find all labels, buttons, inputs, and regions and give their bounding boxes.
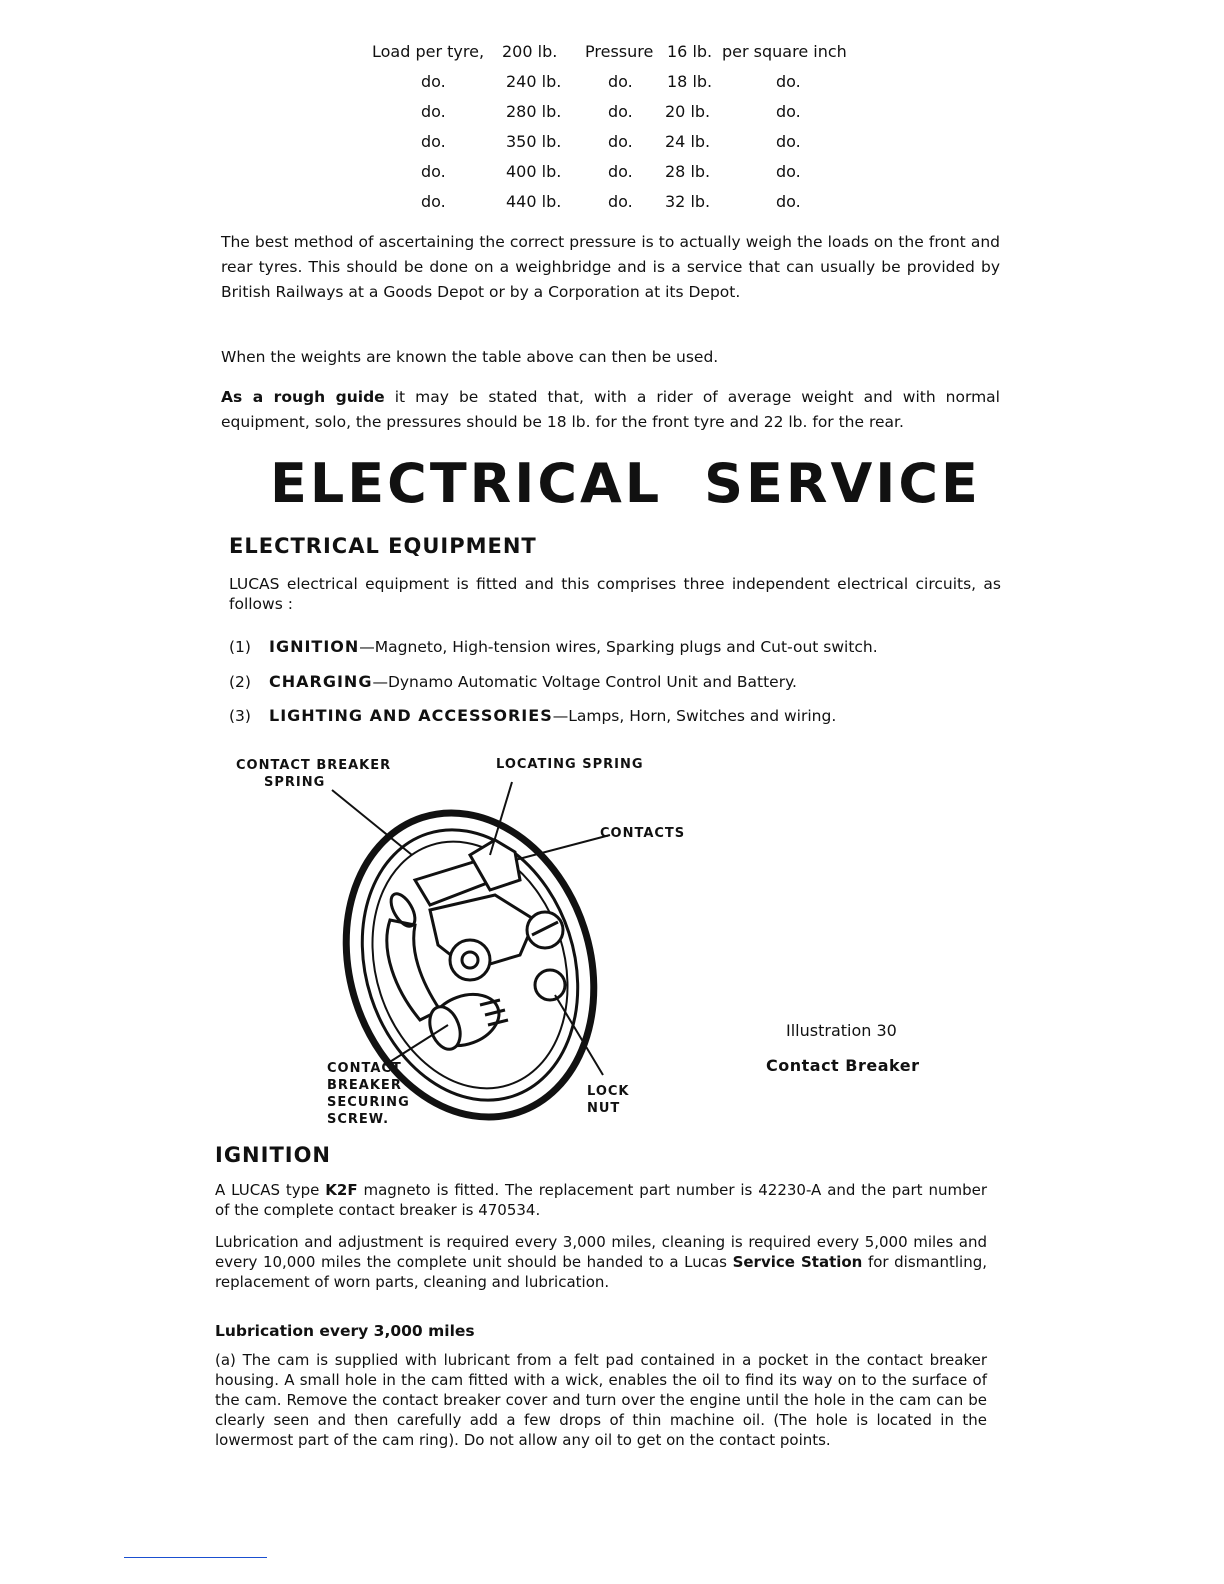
- label-line: CONTACT: [327, 1061, 402, 1076]
- rough-guide-lead: As a rough guide: [221, 388, 385, 406]
- header-unit: per square inch: [722, 42, 847, 61]
- ignition-text: Lubrication and adjustment is required every 3,000 miles, cleaning is required every 5,000 miles and every 10,000 miles the complete unit should be handed to a Lucas: [215, 1233, 987, 1271]
- cell-pressure: 18 lb.: [667, 72, 713, 91]
- header-load: Load per tyre,: [372, 42, 485, 61]
- label-line: NUT: [587, 1101, 621, 1116]
- illustration-caption: Contact Breaker: [766, 1056, 920, 1075]
- cell-do: do.: [608, 132, 633, 151]
- rough-guide-paragraph: [221, 385, 1000, 435]
- cell-do: do.: [776, 132, 801, 151]
- label-line: SPRING: [264, 775, 326, 790]
- cell-load: 240 lb.: [506, 72, 562, 91]
- cell-load: 280 lb.: [506, 102, 562, 121]
- lubrication-paragraph: (a) The cam is supplied with lubricant from a felt pad contained in a pocket in the contact breaker housing. A small hole in the cam fitted with a wick, enables the oil to find its way on to the surface of the cam. Remove the contact breaker cover and turn over the engine until the hole in the cam can be clearly seen and then carefully add a few drops of thin machine oil. (The hole is located in the lowermost part of the cam ring). Do not allow any oil to get on the contact points.: [215, 1351, 987, 1449]
- cell-do: do.: [421, 72, 446, 91]
- cell-do: do.: [608, 102, 633, 121]
- magneto-model: K2F: [325, 1181, 358, 1199]
- cell-do: do.: [776, 102, 801, 121]
- weighing-method-paragraph: The best method of ascertaining the correct pressure is to actually weigh the loads on the front and rear tyres. This should be done on a weighbridge and is a service that can usually be provided by British Railways at a Goods Depot or by a Corporation at its Depot.: [221, 233, 1000, 301]
- title-word-electrical: ELECTRICAL: [270, 452, 663, 515]
- label-line: CONTACT BREAKER: [236, 758, 392, 773]
- tyre-table-header: [0, 42, 1224, 64]
- circuit-keyword: LIGHTING AND ACCESSORIES: [269, 706, 553, 725]
- electrical-equipment-heading: ELECTRICAL EQUIPMENT: [229, 534, 537, 558]
- cell-pressure: 20 lb.: [665, 102, 711, 121]
- label-contact-breaker-spring: [236, 757, 391, 791]
- page-title: [270, 452, 981, 515]
- table-row: [0, 72, 1224, 94]
- service-station-text: Service Station: [732, 1253, 863, 1271]
- ignition-heading: IGNITION: [215, 1143, 332, 1167]
- label-line: LOCK: [587, 1084, 630, 1099]
- circuit-number: (1): [229, 638, 251, 656]
- circuit-number: (2): [229, 673, 251, 691]
- cell-do: do.: [776, 192, 801, 211]
- cell-load: 400 lb.: [506, 162, 562, 181]
- circuit-lighting: [229, 706, 836, 725]
- cell-do: do.: [608, 192, 633, 211]
- table-row: [0, 162, 1224, 184]
- ignition-text: magneto is fitted. The replacement part number is 42230-A and the part number of the complete contact breaker is 470534.: [215, 1181, 987, 1219]
- label-contacts: CONTACTS: [600, 826, 686, 841]
- footer-rule: [124, 1557, 267, 1558]
- header-weight: 200 lb.: [502, 42, 558, 61]
- circuit-description: —Lamps, Horn, Switches and wiring.: [552, 707, 837, 725]
- ignition-service-paragraph: [215, 1232, 987, 1292]
- lubrication-subheading: Lubrication every 3,000 miles: [215, 1322, 475, 1340]
- cell-pressure: 32 lb.: [665, 192, 711, 211]
- label-locating-spring: LOCATING SPRING: [496, 757, 644, 772]
- cell-do: do.: [776, 72, 801, 91]
- cell-pressure: 24 lb.: [665, 132, 711, 151]
- circuit-keyword: CHARGING: [269, 672, 373, 691]
- ignition-magneto-paragraph: [215, 1180, 987, 1220]
- circuit-charging: [229, 672, 797, 691]
- circuit-keyword: IGNITION: [269, 637, 360, 656]
- header-psi: 16 lb.: [667, 42, 713, 61]
- label-lock-nut: [587, 1083, 630, 1117]
- cell-do: do.: [421, 162, 446, 181]
- cell-do: do.: [421, 192, 446, 211]
- tyre-pressure-table: [0, 42, 1224, 217]
- cell-load: 350 lb.: [506, 132, 562, 151]
- cell-load: 440 lb.: [506, 192, 562, 211]
- cell-do: do.: [421, 132, 446, 151]
- equipment-intro-paragraph: LUCAS electrical equipment is fitted and this comprises three independent electrical circuits, as follows :: [229, 575, 1001, 613]
- circuit-ignition: [229, 637, 878, 656]
- circuit-description: —Magneto, High-tension wires, Sparking plugs and Cut-out switch.: [359, 638, 878, 656]
- title-word-service: SERVICE: [704, 452, 981, 515]
- illustration-number: Illustration 30: [786, 1021, 897, 1040]
- table-row: [0, 102, 1224, 124]
- cell-do: do.: [421, 102, 446, 121]
- cell-do: do.: [608, 162, 633, 181]
- cell-do: do.: [608, 72, 633, 91]
- circuit-number: (3): [229, 707, 251, 725]
- cell-do: do.: [776, 162, 801, 181]
- table-row: [0, 132, 1224, 154]
- ignition-text: for dismantling, replacement of worn parts, cleaning and lubrication.: [215, 1253, 987, 1291]
- weights-known-paragraph: When the weights are known the table above can then be used.: [221, 348, 719, 366]
- circuit-description: —Dynamo Automatic Voltage Control Unit and Battery.: [372, 673, 797, 691]
- label-line: SCREW.: [327, 1112, 390, 1127]
- rough-guide-text: it may be stated that, with a rider of average weight and with normal equipment, solo, the pressures should be 18 lb. for the front tyre and 22 lb. for the rear.: [221, 388, 1000, 431]
- table-row: [0, 192, 1224, 214]
- header-pressure: Pressure: [585, 42, 654, 61]
- label-line: SECURING: [327, 1095, 410, 1110]
- label-line: BREAKER: [327, 1078, 402, 1093]
- ignition-text: A LUCAS type: [215, 1181, 326, 1199]
- label-securing-screw: [327, 1060, 410, 1128]
- cell-pressure: 28 lb.: [665, 162, 711, 181]
